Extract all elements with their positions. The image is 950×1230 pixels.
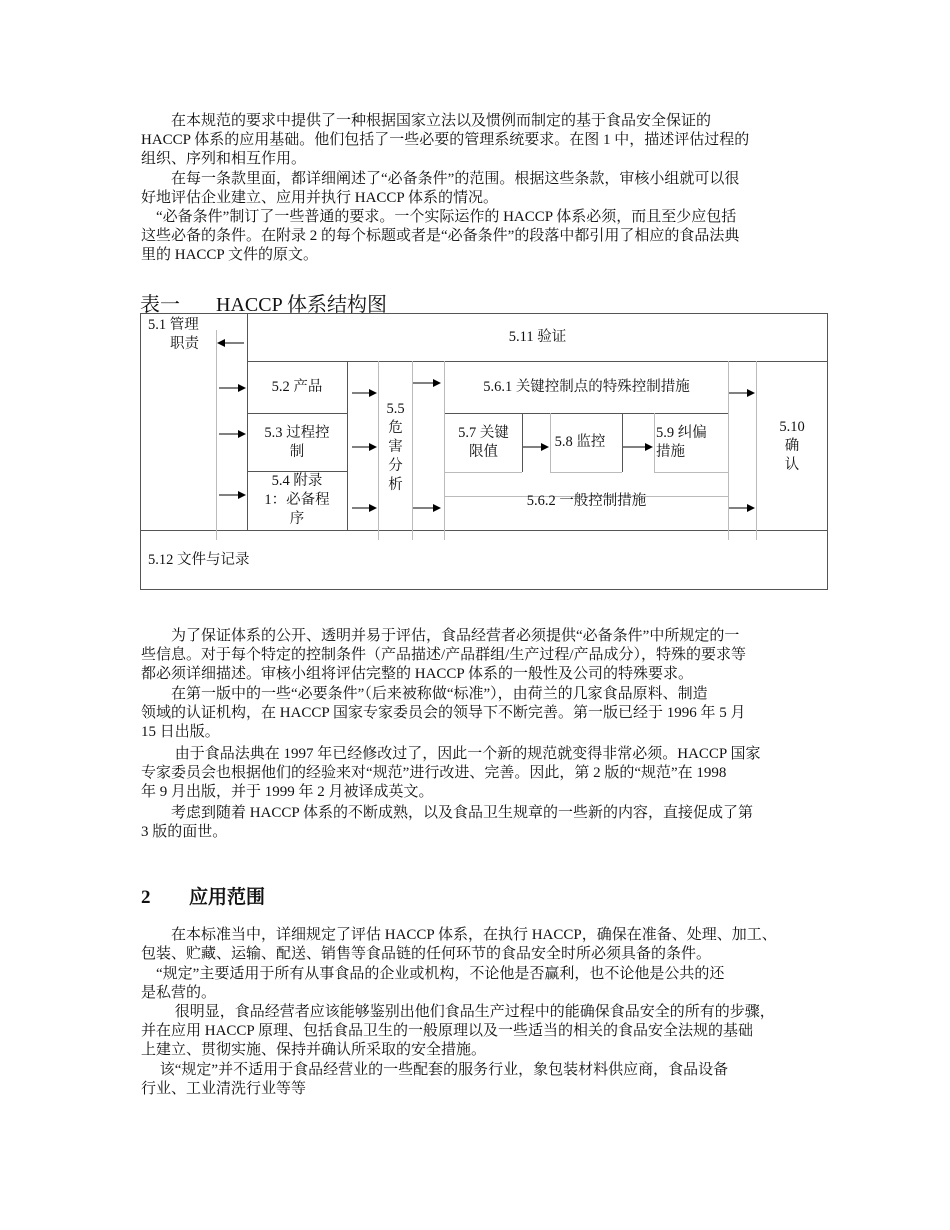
box-text: 措施 <box>656 444 685 460</box>
text-line: 3 版的面世。 <box>141 824 228 841</box>
text-line: 领域的认证机构，在 HACCP 国家专家委员会的领导下不断完善。第一版已经于 1996 年 5 月 <box>141 705 746 722</box>
box-corrective-actions <box>656 424 707 462</box>
text-line: HACCP 体系的应用基础。他们包括了一些必要的管理系统要求。在图 1 中，描述评估过程的 <box>141 132 750 149</box>
box-text: 认 <box>784 457 800 473</box>
box-management-responsibility <box>148 316 199 354</box>
section-number: 2 <box>141 887 151 908</box>
text-line: 15 日出版。 <box>141 724 220 741</box>
body-paragraph-3 <box>141 745 831 803</box>
box-hazard-analysis <box>379 400 412 495</box>
body-paragraph-2 <box>141 685 831 743</box>
box-product: 5.2 产品 <box>271 379 323 395</box>
box-text: 限值 <box>469 444 498 460</box>
section-heading <box>141 882 265 909</box>
text-line: 好地评估企业建立、应用并执行 HACCP 体系的情况。 <box>141 190 498 207</box>
text-line: 考虑到随着 HACCP 体系的不断成熟，以及食品卫生规章的一些新的内容，直接促成了第 <box>141 805 753 821</box>
box-text: 序 <box>289 511 305 527</box>
text-line: “规定”主要适用于所有从事食品的企业或机构，不论他是否赢利，也不论他是公共的还 <box>141 966 725 982</box>
box-text: 确 <box>784 438 800 454</box>
text-line: 包装、贮藏、运输、配送、销售等食品链的任何环节的食品安全时所必须具备的条件。 <box>141 946 712 963</box>
box-verification: 5.11 验证 <box>508 329 567 345</box>
text-line: 在第一版中的一些“必要条件”（后来被称做“标准”），由荷兰的几家食品原料、制造 <box>141 686 708 702</box>
diagram-label: 表一 <box>140 294 180 316</box>
box-text: 5.1 管理 <box>148 317 199 333</box>
text-line: 年 9 月出版，并于 1999 年 2 月被译成英文。 <box>141 784 434 801</box>
box-monitoring: 5.8 监控 <box>554 434 606 450</box>
box-text: 5.4 附录 <box>271 473 323 489</box>
text-line: 由于食品法典在 1997 年已经修改过了，因此一个新的规范就变得非常必须。HACCP 国家 <box>141 746 761 762</box>
text-line: 上建立、贯彻实施、保持并确认所采取的安全措施。 <box>141 1042 487 1059</box>
box-critical-limits <box>445 424 522 462</box>
section2-paragraph-3 <box>141 1003 831 1061</box>
box-text: 职责 <box>170 336 199 352</box>
box-text: 5.10 <box>779 419 805 435</box>
text-line: 是私营的。 <box>141 985 217 1002</box>
box-process-control <box>247 424 347 462</box>
text-line: 并在应用 HACCP 原理、包括食品卫生的一般原理以及一些适当的相关的食品安全法规的基础 <box>141 1023 753 1040</box>
text-line: 专家委员会也根据他们的经验来对“规范”进行改进、完善。因此，第 2 版的“规范”在 1998 <box>141 765 727 782</box>
box-text: 害 <box>388 439 403 455</box>
section2-paragraph-2 <box>141 965 831 1003</box>
box-general-control-measures: 5.6.2 一般控制措施 <box>526 493 647 509</box>
text-line: “必备条件”制订了一些普通的要求。一个实际运作的 HACCP 体系必须，而且至少应包括 <box>141 209 737 225</box>
section-title: 应用范围 <box>189 886 266 908</box>
text-line: 在本规范的要求中提供了一种根据国家立法以及惯例而制定的基于食品安全保证的 <box>141 113 712 129</box>
box-text: 危 <box>388 420 403 436</box>
box-appendix-prerequisites <box>247 472 347 529</box>
text-line: 很明显，食品经营者应该能够鉴别出他们食品生产过程中的能确保食品安全的所有的步骤， <box>141 1004 775 1020</box>
box-validation <box>760 418 824 475</box>
text-line: 组织、序列和相互作用。 <box>141 151 307 168</box>
text-line: 都必须详细描述。审核小组将评估完整的 HACCP 体系的一般性及公司的特殊要求。 <box>141 666 693 683</box>
box-text: 1：必备程 <box>264 492 330 508</box>
text-line: 为了保证体系的公开、透明并易于评估，食品经营者必须提供“必备条件”中所规定的一 <box>141 628 740 644</box>
box-text: 5.9 纠偏 <box>656 425 707 441</box>
box-ccp-specific-measures: 5.6.1 关键控制点的特殊控制措施 <box>483 379 690 395</box>
body-paragraph-1 <box>141 627 831 685</box>
box-text: 5.7 关键 <box>458 425 509 441</box>
text-line: 该“规定”并不适用于食品经营业的一些配套的服务行业，象包装材料供应商，食品设备 <box>141 1062 729 1078</box>
text-line: 些信息。对于每个特定的控制条件（产品描述/产品群组/生产过程/产品成分），特殊的要求等 <box>141 647 747 664</box>
box-text: 5.5 <box>386 401 405 417</box>
text-line: 在本标准当中，详细规定了评估 HACCP 体系，在执行 HACCP，确保在准备、处理、加工、 <box>141 927 777 943</box>
text-line: 在每一条款里面，都详细阐述了“必备条件”的范围。根据这些条款，审核小组就可以很 <box>141 171 740 187</box>
text-line: 这些必备的条件。在附录 2 的每个标题或者是“必备条件”的段落中都引用了相应的食品法典 <box>141 228 740 245</box>
box-text: 分 <box>388 458 403 474</box>
text-line: 里的 HACCP 文件的原文。 <box>141 247 318 264</box>
box-text: 5.3 过程控 <box>264 425 330 441</box>
body-paragraph-4 <box>141 804 831 842</box>
section2-paragraph-4 <box>141 1061 831 1099</box>
box-text: 制 <box>289 444 305 460</box>
text-line: 行业、工业清洗行业等等 <box>141 1081 307 1098</box>
box-text: 析 <box>388 477 403 493</box>
section2-paragraph-1 <box>141 926 831 964</box>
box-documents-records: 5.12 文件与记录 <box>148 552 250 568</box>
diagram-title-text: HACCP 体系结构图 <box>216 294 387 316</box>
